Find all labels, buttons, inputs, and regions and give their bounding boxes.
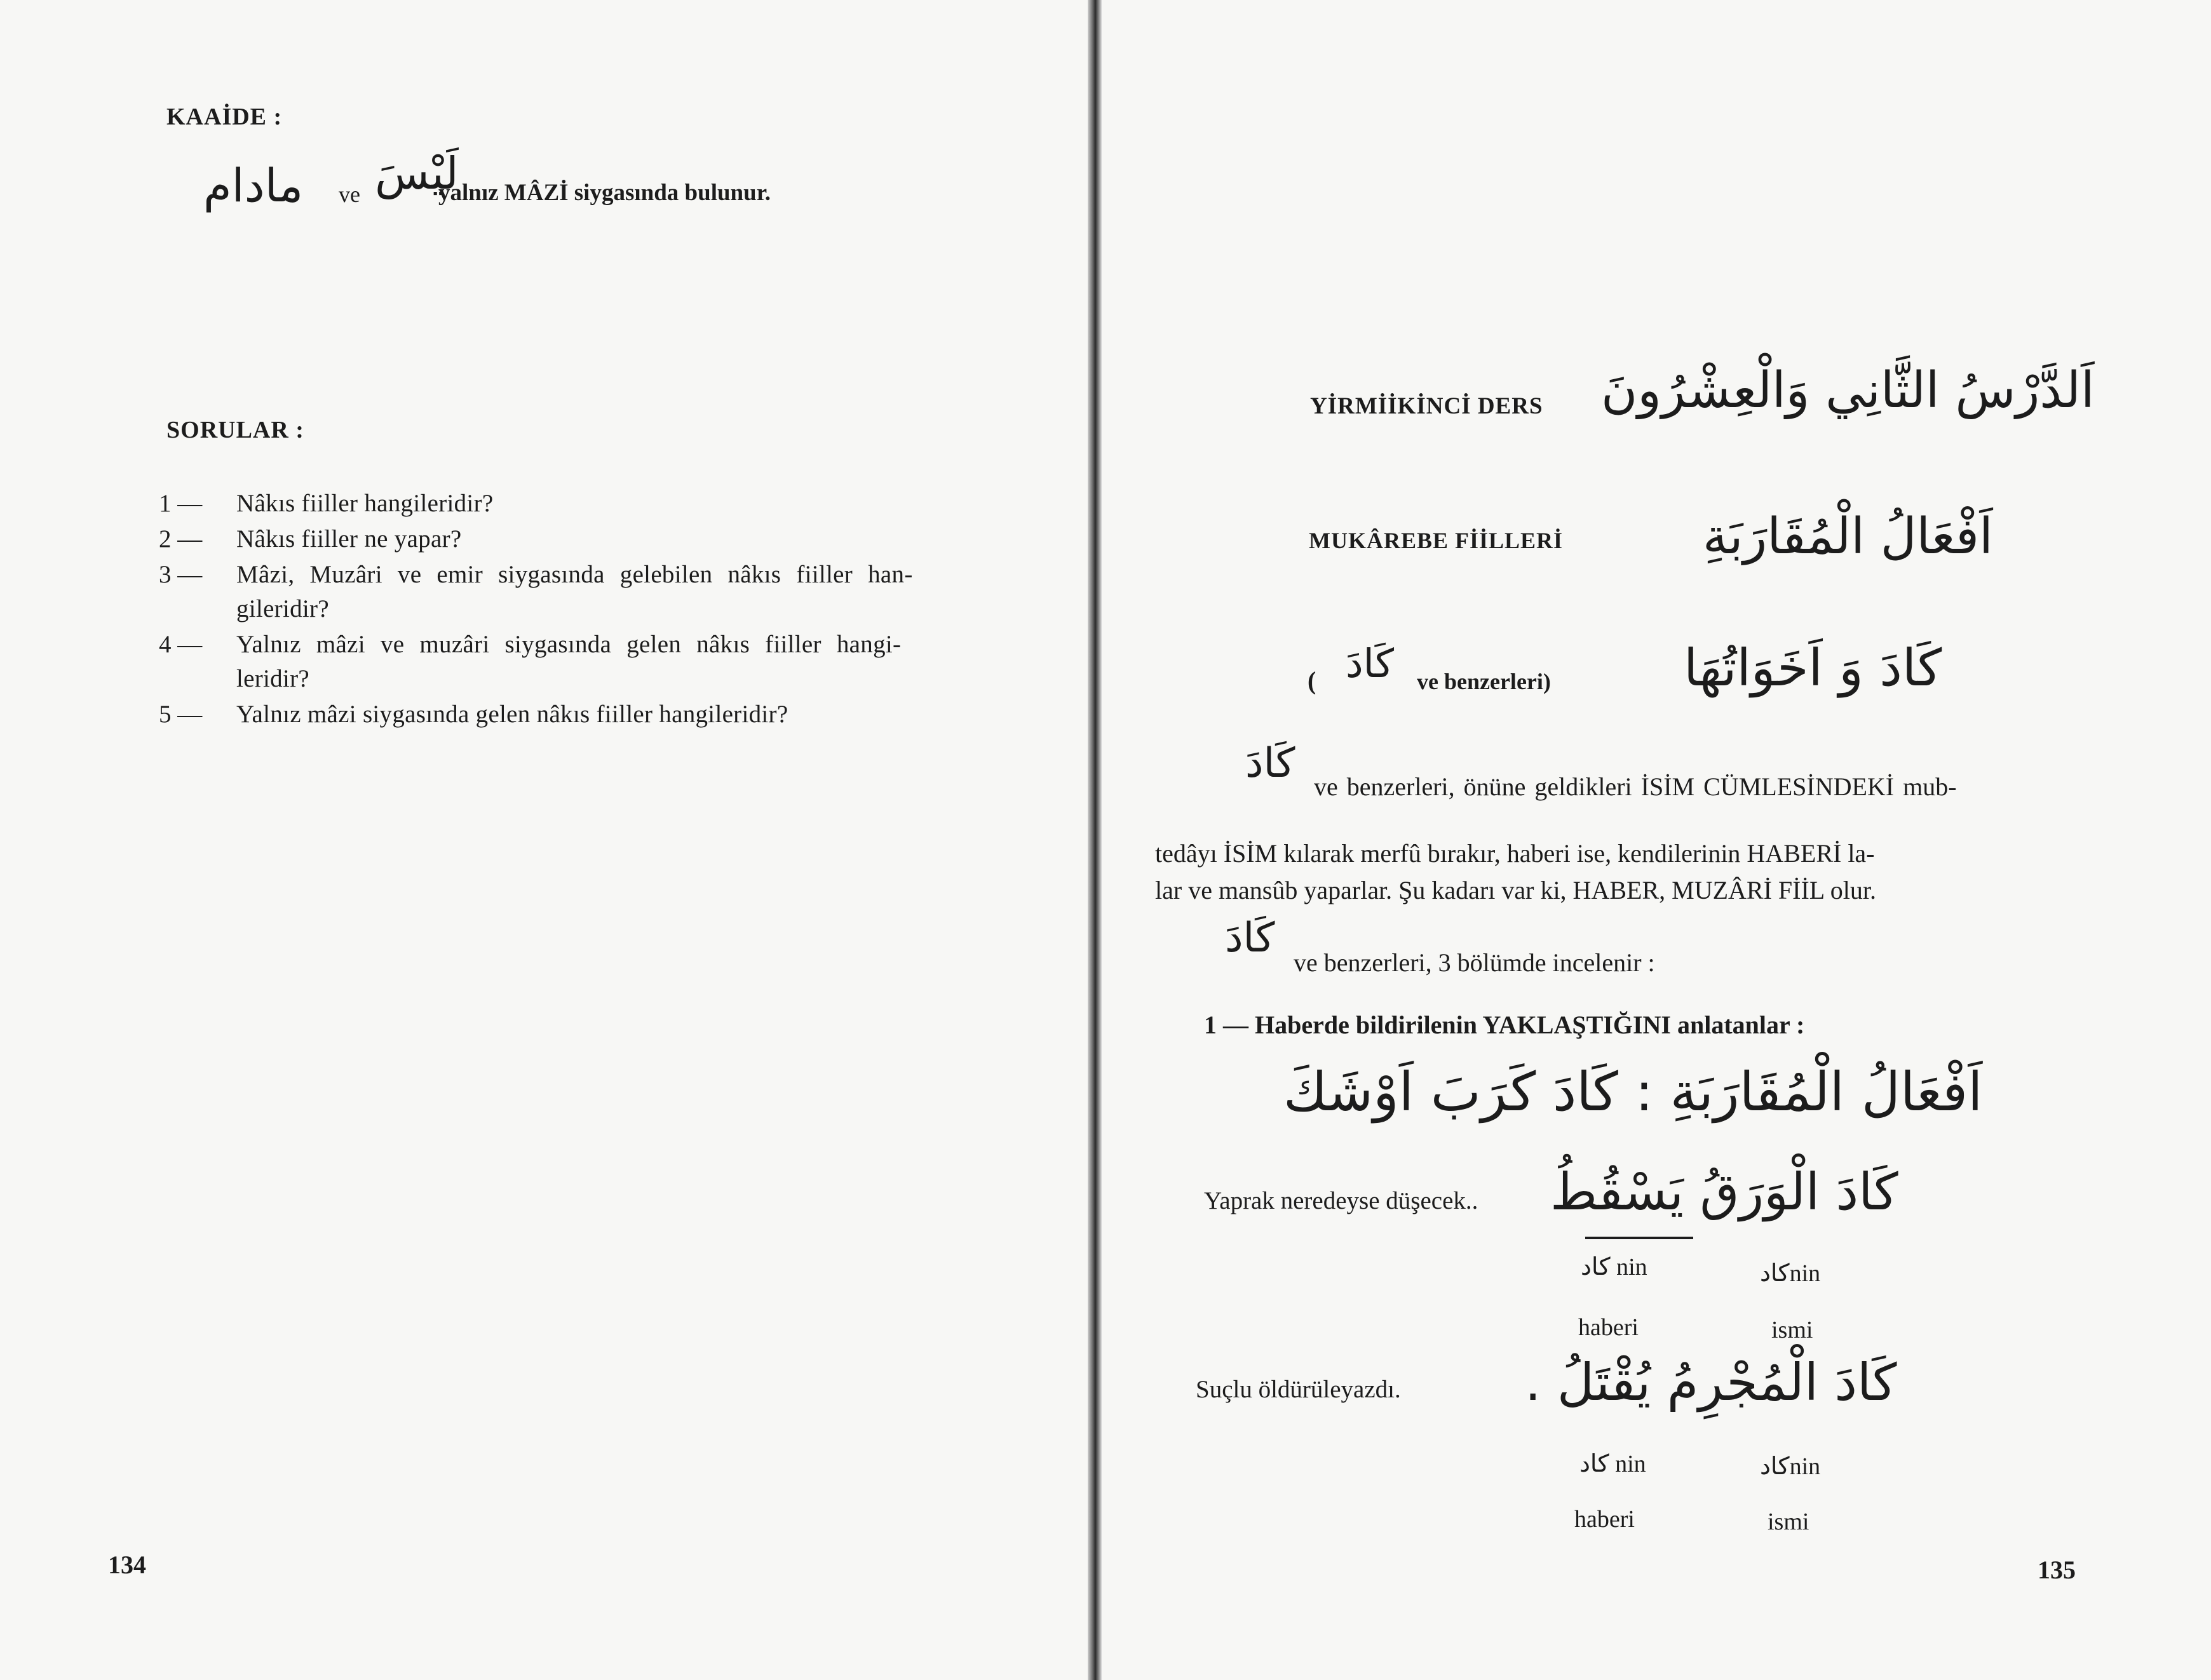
question-text: Yalnız mâzi siygasında gelen nâkıs fiiller hangileridir? [236,701,788,728]
label-haberi: haberi [1574,1506,1635,1533]
label-ismi: ismi [1771,1317,1813,1343]
paragraph-line: ve benzerleri, önüne geldikleri İSİM CÜMLESİNDEKİ mub- [1314,772,1957,801]
nin-label: nin [1616,1254,1647,1280]
paren-text: ve benzerleri) [1417,669,1551,694]
arabic-kade: كَادَ [1225,915,1275,962]
example-translation: Yaprak neredeyse düşecek.. [1204,1187,1478,1214]
question-text: Nâkıs fiiller hangileridir? [236,490,494,517]
label-kad-nin [1760,1452,1820,1481]
arabic-kad: كاد [1579,1449,1609,1477]
kaaide-heading: KAAİDE : [166,104,283,130]
arabic-kade-ahavat: كَادَ وَ اَخَوَاتُهَا [1684,638,1942,697]
question-number: 3 — [159,561,203,588]
example-arabic: كَادَ الْوَرَقُ يَسْقُطُ [1550,1162,1898,1221]
question-text: Mâzi, Muzâri ve emir siygasında gelebilen nâkıs fiiller han- [236,561,913,588]
left-page [0,0,1094,1680]
arabic-verb-list: اَفْعَالُ الْمُقَارَبَةِ : كَادَ كَرَبَ اَوْشَكَ [1283,1061,1983,1123]
label-haberi: haberi [1578,1314,1639,1341]
page-number: 134 [108,1550,146,1579]
paren-open: ( [1308,666,1316,695]
example-arabic: كَادَ الْمُجْرِمُ يُقْتَلُ . [1525,1353,1897,1412]
kaaide-ve: ve [339,182,360,207]
question-text: Nâkıs fiiller ne yapar? [236,525,462,553]
section-title: MUKÂREBE FİİLLERİ [1309,528,1564,553]
nin-label: nin [1789,1260,1821,1287]
lesson-title-arabic: اَلدَّرْسُ الثَّانِي وَالْعِشْرُونَ [1601,362,2095,419]
label-kad-nin [1579,1449,1646,1478]
arabic-kade: كَادَ [1346,640,1395,687]
subsection-heading: 1 — Haberde bildirilenin YAKLAŞTIĞINI anlatanlar : [1204,1011,1805,1039]
paragraph-line: tedâyı İSİM kılarak merfû bırakır, haberi ise, kendilerinin HABERİ la- [1155,839,1875,868]
label-kad-nin [1760,1259,1820,1287]
kaaide-arabic-madam: مادام [203,159,304,212]
kaaide-rule-text: yalnız MÂZİ siygasında bulunur. [438,180,771,206]
question-text-cont: gileridir? [236,595,329,622]
arabic-kad: كاد [1581,1253,1611,1280]
label-ismi: ismi [1768,1509,1809,1535]
question-number: 4 — [159,631,203,658]
kaaide-arabic-leyse: لَيْسَ [375,147,459,199]
label-kad-nin [1581,1253,1647,1281]
question-number: 1 — [159,490,203,517]
arabic-kad: كاد [1760,1259,1790,1287]
paragraph-line: lar ve mansûb yaparlar. Şu kadarı var ki, HABER, MUZÂRİ FİİL olur. [1155,876,1876,904]
arabic-kad: كاد [1760,1452,1790,1480]
paragraph-line: ve benzerleri, 3 bölümde incelenir : [1294,948,1655,977]
nin-label: nin [1615,1451,1646,1477]
section-title-arabic: اَفْعَالُ الْمُقَارَبَةِ [1703,508,1993,565]
example-translation: Suçlu öldürüleyazdı. [1196,1376,1401,1403]
nin-label: nin [1789,1453,1821,1480]
question-text-cont: leridir? [236,665,310,692]
question-text: Yalnız mâzi ve muzâri siygasında gelen nâkıs fiiller hangi- [236,631,902,658]
question-number: 2 — [159,525,203,553]
question-number: 5 — [159,701,203,728]
arabic-kade: كَادَ [1245,740,1295,787]
underline [1585,1237,1693,1239]
lesson-title: YİRMİİKİNCİ DERS [1310,393,1543,419]
page-number: 135 [2038,1556,2076,1584]
book-spine [1088,0,1102,1680]
sorular-heading: SORULAR : [166,417,304,443]
